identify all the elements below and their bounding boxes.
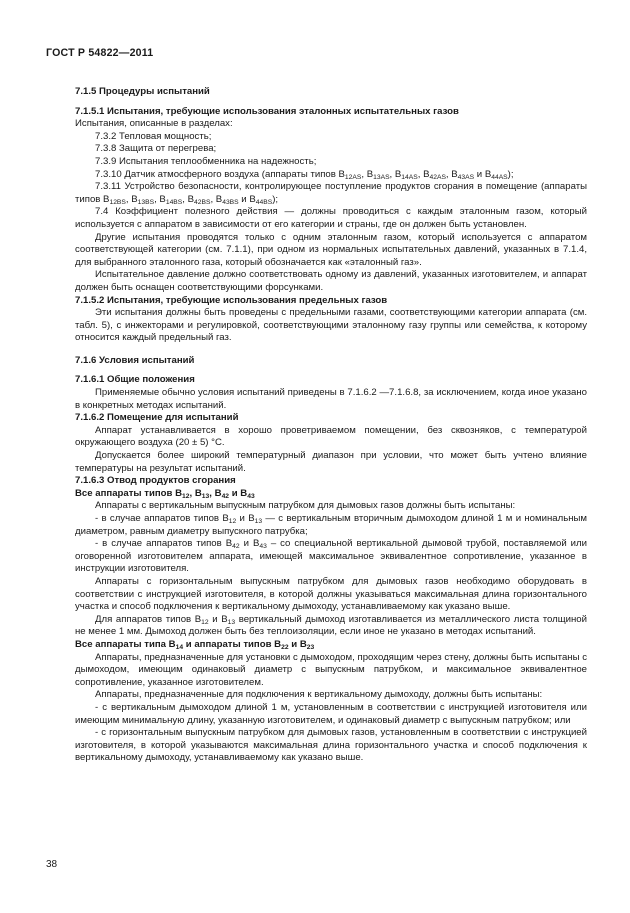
subsection-subheading: Все аппараты типа $B_{14}$ и аппараты типов $B_{22}$ и $B_{23}$ [75, 638, 315, 651]
page-content [75, 86, 587, 765]
section-heading: 7.1.5 Процедуры испытаний [75, 86, 210, 97]
paragraph: Аппараты с вертикальным выпускным патрубком для дымовых газов должны быть испытаны: [95, 500, 516, 512]
page-number: 38 [46, 859, 58, 870]
paragraph: 7.3.10 Датчик атмосферного воздуха (аппараты типов $B_{12AS}$, $B_{13AS}$, $B_{14AS}$, $B_{42AS}$, $B_{43AS}$ и $B_{44AS}$); [95, 168, 514, 181]
page-header: ГОСТ Р 54822—2011 [46, 47, 154, 59]
paragraph: 7.3.2 Тепловая мощность; [95, 130, 212, 142]
paragraph: 7.4 Коэффициент полезного действия — должны проводиться с каждым эталонным газом, который используется с аппаратом в зависимости от его категории и страны, где он должен быть установлен. [75, 206, 587, 230]
paragraph: Испытательное давление должно соответствовать одному из давлений, указанных изготовителем, и аппарат должен быть оснащен соответствующими форсунками. [75, 269, 587, 293]
subsection-heading: 7.1.6.3 Отвод продуктов сгорания [75, 475, 236, 487]
paragraph: 7.3.9 Испытания теплообменника на надежность; [95, 155, 317, 167]
subsection-heading: 7.1.5.1 Испытания, требующие использования эталонных испытательных газов [75, 105, 459, 117]
section-heading: 7.1.6 Условия испытаний [75, 354, 195, 366]
paragraph: Аппарат устанавливается в хорошо проветриваемом помещении, без сквозняков, с температурой окружающего воздуха (20 ± 5) °С. [75, 424, 587, 449]
paragraph: - в случае аппаратов типов $B_{12}$ и $B_{13}$ — с вертикальным вторичным дымоходом длиной 1 м и номинальным диаметром, равным диаметру выпускного патрубка; [75, 513, 587, 537]
subsection-heading: 7.1.6.1 Общие положения [75, 374, 195, 386]
paragraph: - с вертикальным дымоходом длиной 1 м, установленным в соответствии с инструкцией изготовителя или имеющим минимальную длину, указанную изготовителем, и одинаковый диаметр с выпускным патрубком; или [75, 701, 587, 726]
paragraph: Аппараты, предназначенные для установки с дымоходом, проходящим через стену, должны быть испытаны с дымоходом, имеющим одинаковый диаметр с выпускным патрубком, и максимальное эквивалентное сопротивление, указанное изготовителем. [75, 651, 587, 688]
paragraph: 7.3.8 Защита от перегрева; [95, 143, 217, 155]
subsection-subheading: Все аппараты типов $B_{12}$, $B_{13}$, $B_{42}$ и $B_{43}$ [75, 487, 255, 500]
paragraph: Применяемые обычно условия испытаний приведены в 7.1.6.2 —7.1.6.8, за исключением, когда иное указано в конкретных методах испытаний. [75, 387, 587, 411]
paragraph: Аппараты с горизонтальным выпускным патрубком для дымовых газов необходимо оборудовать в соответствии с инструкцией изготовителя, в которой должны указываться максимальная длина горизонтального участка и способ подключения к вертикальному дымоходу, устанавливаемому как указано выше. [75, 575, 587, 613]
paragraph: Эти испытания должны быть проведены с предельными газами, соответствующими категории аппарата (см. табл. 5), с инжекторами и регулировкой, соответствующими эталонному газу группы или семейства, к которому относится каждый предельный газ. [75, 307, 587, 344]
paragraph: Другие испытания проводятся только с одним эталонным газом, который используется с аппаратом соответствующей категории (см. 7.1.1), при одном из нормальных испытательных давлений, указанных в 7.1.4, для выбранного эталонного газа, который обозначается как «эталонный газ». [75, 231, 587, 268]
paragraph: Для аппаратов типов $B_{12}$ и $B_{13}$ вертикальный дымоход изготавливается из металлического листа толщиной не менее 1 мм. Дымоход должен быть без теплоизоляции, если иное не указано в методах испытаний. [75, 613, 587, 638]
subsection-heading: 7.1.5.2 Испытания, требующие использования предельных газов [75, 294, 388, 306]
paragraph: - с горизонтальным выпускным патрубком для дымовых газов, установленным в соответствии с инструкцией изготовителя, в которой указываются максимальная длина горизонтального участка и способ подключения к вертикальному дымоходу, устанавливаемому как указано выше. [75, 727, 587, 764]
paragraph: - в случае аппаратов типов $B_{42}$ и $B_{43}$ – со специальной вертикальной дымовой трубой, поставляемой или оговоренной изготовителем аппарата, имеющей максимальное эквивалентное сопротивление, указанное в инструкции изготовителя. [75, 538, 587, 575]
subsection-heading: 7.1.6.2 Помещение для испытаний [75, 412, 239, 424]
paragraph: Испытания, описанные в разделах: [75, 118, 233, 130]
paragraph: 7.3.11 Устройство безопасности, контролирующее поступление продуктов сгорания в помещение (аппараты типов $B_{12BS}$, $B_{13BS}$, $B_{14BS}$, $B_{42BS}$, $B_{43BS}$ и $B_{44BS}$); [75, 181, 587, 206]
paragraph: Допускается более широкий температурный диапазон при условии, что может быть учтено влияние температуры на результат испытаний. [75, 450, 587, 474]
paragraph: Аппараты, предназначенные для подключения к вертикальному дымоходу, должны быть испытаны: [95, 689, 543, 701]
